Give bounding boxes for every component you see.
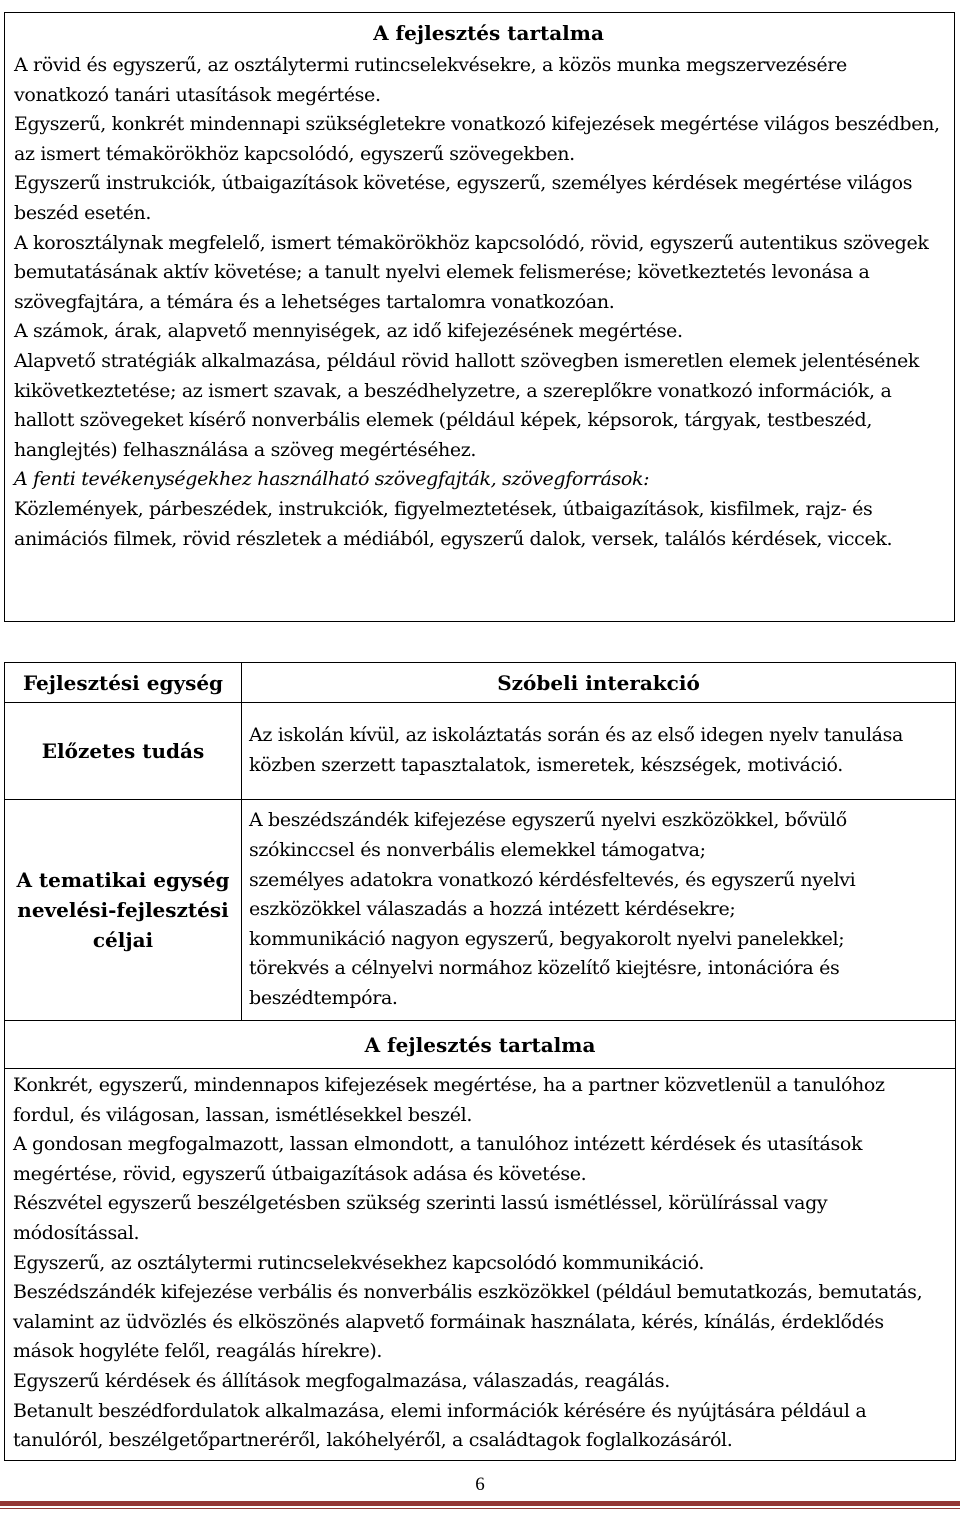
goals-label: A tematikai egység nevelési-fejlesztési céljai [5, 800, 242, 1021]
paragraph: Részvétel egyszerű beszélgetésben szükség szerinti lassú ismétléssel, körülírással vagy módosítással. [13, 1192, 828, 1244]
paragraph: A gondosan megfogalmazott, lassan elmondott, a tanulóhoz intézett kérdések és utasítások megértése, rövid, egyszerű útbaigazítások adása és követése. [13, 1133, 863, 1185]
paragraph: Egyszerű, konkrét mindennapi szükségletekre vonatkozó kifejezések megértése világos beszédben, az ismert témakörökhöz kapcsolódó, egyszerű szövegekben. [14, 113, 940, 165]
paragraph: Egyszerű, az osztálytermi rutincselekvésekhez kapcsolódó kommunikáció. [13, 1251, 705, 1274]
paragraph: Alapvető stratégiák alkalmazása, például rövid hallott szövegben ismeretlen elemek jelentésének kikövetkeztetése; az ismert szavak, a beszédhelyzetre, a szereplőkre vonatkozó információk, a hallott szövegeket kísérő nonverbális elemek (például képek, képsorok, tárgyak, testbeszéd, hanglejtés) felhasználása a szöveg megértéséhez. [14, 349, 920, 461]
unit-label: Fejlesztési egység [5, 663, 242, 703]
section-title: A fejlesztés tartalma [373, 21, 604, 45]
section-body [5, 45, 954, 554]
goal-item: törekvés a célnyelvi normához közelítő kiejtésre, intonációra és beszédtempóra. [249, 957, 840, 1009]
paragraph: Betanult beszédfordulatok alkalmazása, elemi információk kérésére és nyújtására például a tanulóról, beszélgetőpartneréről, lakóhelyéről, a családtagok foglalkozásáról. [13, 1399, 867, 1452]
row-content-title [5, 1021, 956, 1069]
paragraph: A korosztálynak megfelelő, ismert témakörökhöz kapcsolódó, rövid, egyszerű autentikus szövegek bemutatásának aktív követése; a tanult nyelvi elemek felismerése; következtetés levonása a szövegfajtára, a témára és a lehetséges tartalomra vonatkozóan. [14, 231, 929, 313]
text-sources-label: A fenti tevékenységekhez használható szövegfajták, szövegforrások: [14, 468, 650, 491]
paragraph: Konkrét, egyszerű, mindennapos kifejezések megértése, ha a partner közvetlenül a tanulóhoz fordul, és világosan, lassan, ismétlésekkel beszél. [13, 1074, 885, 1126]
row-goals [5, 800, 956, 1021]
prior-knowledge-value: Az iskolán kívül, az iskoláztatás során és az első idegen nyelv tanulása közben szerzett tapasztalatok, ismeretek, készségek, motiváció. [242, 703, 956, 800]
unit-value: Szóbeli interakció [242, 663, 956, 703]
paragraph: Egyszerű kérdések és állítások megfogalmazása, válaszadás, reagálás. [13, 1369, 670, 1392]
footer-rule [0, 1500, 960, 1510]
row-prior [5, 703, 956, 800]
goal-item: A beszédszándék kifejezése egyszerű nyelvi eszközökkel, bővülő szókinccsel és nonverbális elemekkel támogatva; [249, 809, 847, 862]
goal-item: kommunikáció nagyon egyszerű, begyakorolt nyelvi panelekkel; [249, 927, 845, 950]
content-title: A fejlesztés tartalma [5, 1021, 956, 1069]
footer-rule-thin [0, 1508, 960, 1509]
goals-value [242, 800, 956, 1021]
prior-knowledge-label: Előzetes tudás [5, 703, 242, 800]
text-sources-list: Közlemények, párbeszédek, instrukciók, figyelmeztetések, útbaigazítások, kisfilmek, rajz- és animációs filmek, rövid részletek a médiából, egyszerű dalok, versek, találós kérdések, viccek. [14, 497, 893, 550]
content-box-listening [4, 12, 955, 622]
content-body [5, 1069, 956, 1461]
row-unit [5, 663, 956, 703]
paragraph: A számok, árak, alapvető mennyiségek, az idő kifejezésének megértése. [14, 320, 683, 343]
paragraph: Egyszerű instrukciók, útbaigazítások követése, egyszerű, személyes kérdések megértése világos beszéd esetén. [14, 172, 913, 224]
paragraph: A rövid és egyszerű, az osztálytermi rutincselekvésekre, a közös munka megszervezésére vonatkozó tanári utasítások megértése. [14, 54, 847, 106]
page-number: 6 [475, 1474, 485, 1495]
curriculum-table [4, 662, 956, 1461]
row-content-body [5, 1069, 956, 1461]
paragraph: Beszédszándék kifejezése verbális és nonverbális eszközökkel (például bemutatkozás, bemutatás, valamint az üdvözlés és elköszönés alapvető formáinak használata, kérés, kínálás, érdeklődés mások hogyléte felől, reagálás hírekre). [13, 1281, 923, 1363]
goal-item: személyes adatokra vonatkozó kérdésfeltevés, és egyszerű nyelvi eszközökkel válaszadás a hozzá intézett kérdésekre; [249, 868, 856, 921]
footer-rule-thick [0, 1501, 960, 1506]
